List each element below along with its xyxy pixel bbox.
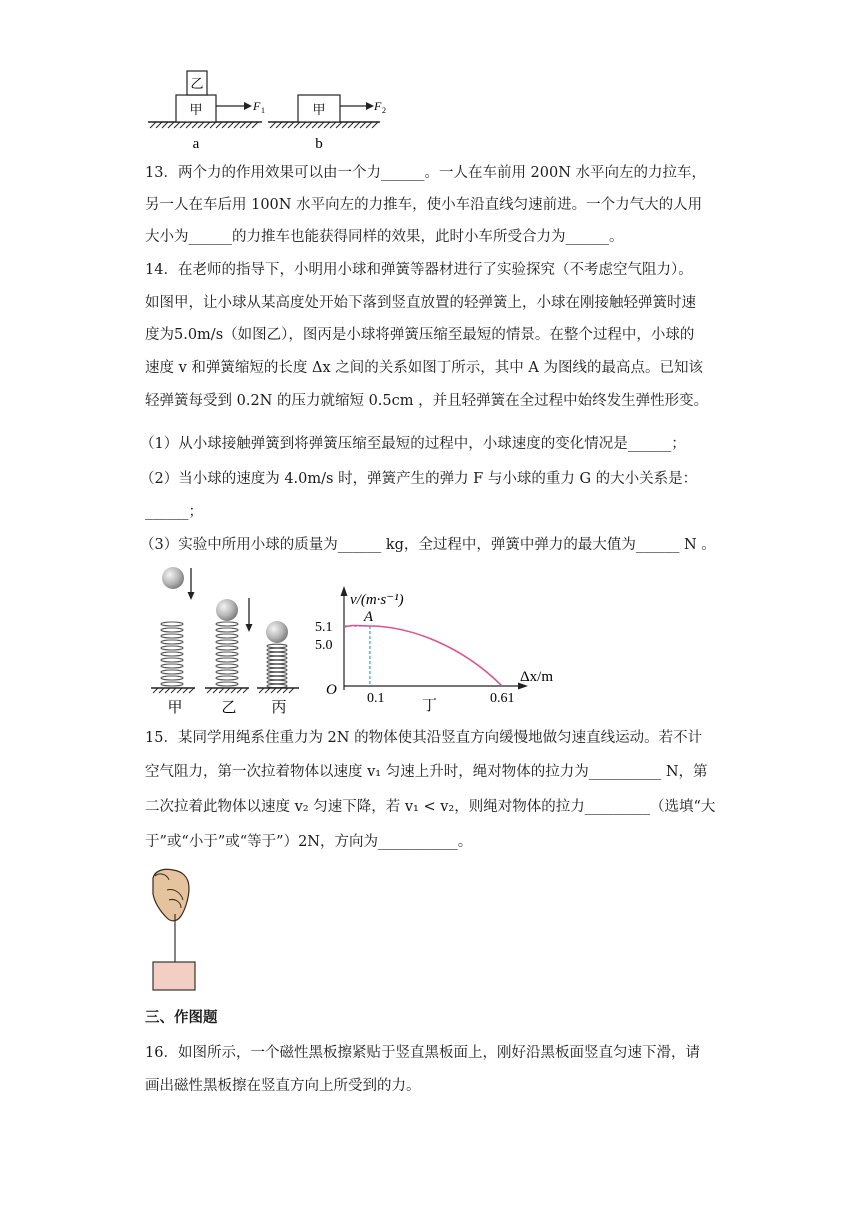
q14-line5: 轻弹簧每受到 0.2N 的压力就缩短 0.5cm ，并且轻弹簧在全过程中始终发生弹性形变。 — [145, 393, 709, 409]
force-a-symbol: F — [253, 99, 261, 113]
ball-yi — [216, 599, 238, 621]
q15-line3: 二次拉着此物体以速度 v₂ 匀速下降，若 v₁ < v₂，则绳对物体的拉力_________（选填“大 — [145, 799, 716, 815]
q16-line1: 16．如图所示，一个磁性黑板擦紧贴于竖直黑板面上，刚好沿黑板面竖直匀速下滑，请 — [145, 1045, 700, 1061]
velocity-compression-chart — [312, 580, 572, 716]
q13-line3: 大小为______的力推车也能获得同样的效果，此时小车所受合力为______。 — [145, 229, 624, 245]
q15-line4: 于”或“小于”或“等于”）2N，方向为___________。 — [145, 834, 473, 850]
hand-rope-box-figure — [145, 866, 205, 996]
chart-origin: O — [326, 682, 337, 698]
label-jia: 甲 — [167, 700, 183, 716]
chart-ytick-5.0: 5.0 — [315, 638, 333, 653]
q14-line2: 如图甲，让小球从某高度处开始下落到竖直放置的轻弹簧上，小球在刚接触轻弹簧时速 — [145, 295, 696, 311]
q14-sub3: （3）实验中所用小球的质量为______ kg，全过程中，弹簧中弹力的最大值为______ N 。 — [140, 537, 716, 553]
section-heading: 三、作图题 — [145, 1009, 218, 1026]
figure-label-b: b — [315, 136, 323, 152]
q14-line4: 速度 v 和弹簧缩短的长度 Δx 之间的关系如图丁所示，其中 A 为图线的最高点。已知该 — [145, 360, 703, 376]
box-jia-b-label: 甲 — [312, 102, 326, 117]
force-a-sub: 1 — [261, 106, 265, 115]
chart-ytick-5.1: 5.1 — [315, 620, 333, 635]
q14-sub2: （2）当小球的速度为 4.0m/s 时，弹簧产生的弹力 F 与小球的重力 G 的大小关系是： — [140, 471, 698, 487]
hanging-box — [153, 962, 195, 990]
q14-line1: 14．在老师的指导下，小明用小球和弹簧等器材进行了实验探究（不考虑空气阻力）。 — [145, 262, 693, 278]
force-b-symbol: F — [374, 99, 382, 113]
q15-line1: 15．某同学用绳系住重力为 2N 的物体使其沿竖直方向缓慢地做匀速直线运动。若不计 — [145, 730, 703, 746]
ball-jia — [162, 567, 184, 589]
q13-line1: 13．两个力的作用效果可以由一个力______。一人在车前用 200N 水平向左的力拉车， — [145, 165, 707, 181]
spring-yi — [216, 622, 238, 686]
q16-line2: 画出磁性黑板擦在竖直方向上所受到的力。 — [145, 1078, 421, 1094]
chart-xtick-0.61: 0.61 — [490, 691, 515, 706]
q15-line2: 空气阻力，第一次拉着物体以速度 v₁ 匀速上升时，绳对物体的拉力为__________ N，第 — [145, 764, 708, 780]
spring-figure — [145, 560, 305, 718]
chart-series-line — [344, 625, 502, 686]
q14-sub1: （1）从小球接触弹簧到将弹簧压缩至最短的过程中，小球速度的变化情况是______； — [140, 436, 686, 452]
q14-sub2-answer: ______； — [145, 504, 203, 520]
box-jia-a-label: 甲 — [189, 102, 203, 117]
chart-fig-label: 丁 — [422, 698, 438, 714]
q13-line2: 另一人在车后用 100N 水平向左的力推车，使小车沿直线匀速前进。一个力气大的人用 — [145, 197, 703, 213]
chart-x-label: Δx/m — [520, 669, 553, 685]
label-yi: 乙 — [221, 700, 237, 716]
force-diagram-figure — [140, 62, 400, 154]
chart-xtick-0.1: 0.1 — [367, 691, 385, 706]
spring-jia — [161, 622, 183, 686]
q14-line3: 度为5.0m/s（如图乙），图丙是小球将弹簧压缩至最短的情景。在整个过程中，小球的 — [145, 327, 695, 343]
chart-peak-label: A — [363, 609, 374, 625]
hand-icon — [153, 869, 189, 921]
force-b-sub: 2 — [382, 106, 386, 115]
figure-label-a: a — [192, 136, 200, 152]
chart-y-label: v/(m·s⁻¹) — [350, 592, 404, 608]
spring-bing — [267, 644, 287, 688]
ball-bing — [266, 621, 288, 643]
box-yi-label: 乙 — [190, 76, 204, 91]
label-bing: 丙 — [271, 700, 287, 716]
